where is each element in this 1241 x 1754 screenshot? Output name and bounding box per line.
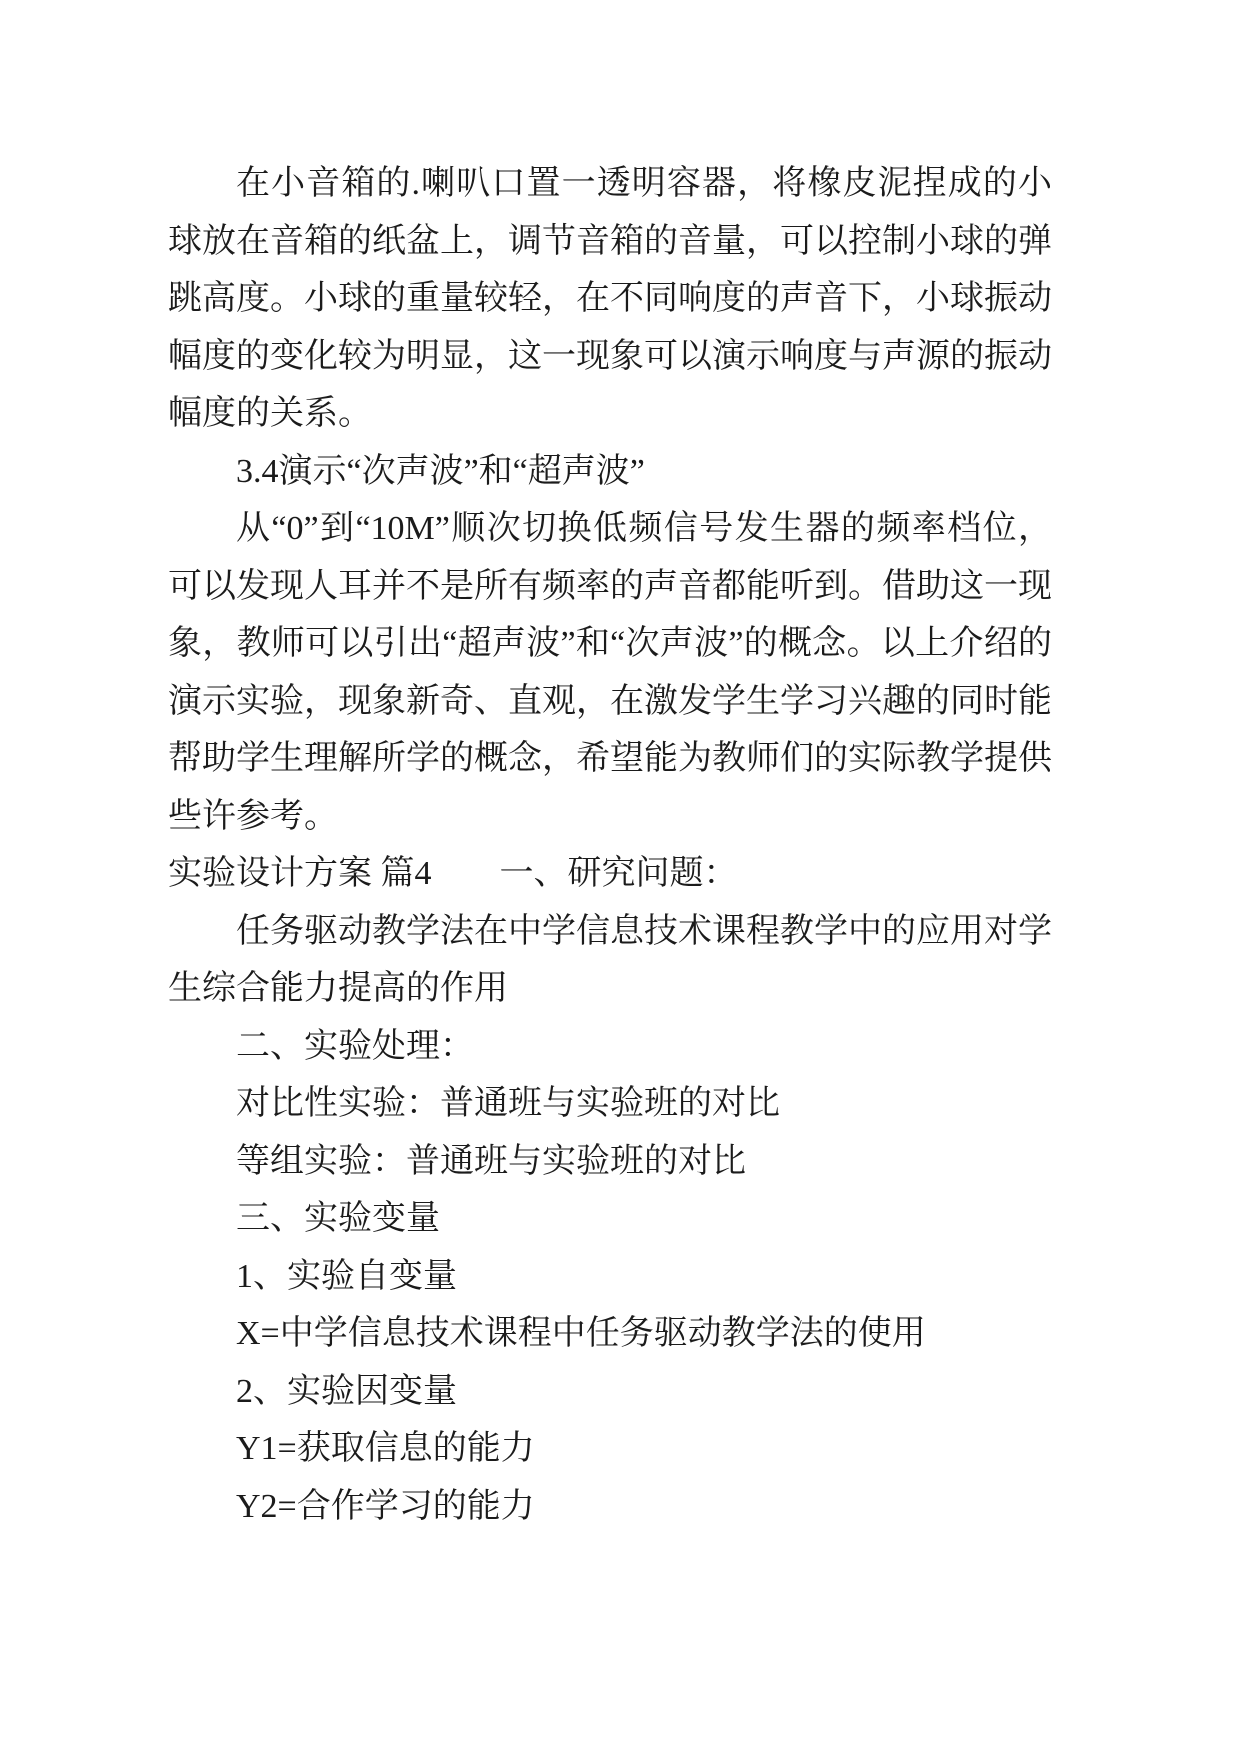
paragraph-13: Y1=获取信息的能力 xyxy=(236,1430,535,1467)
paragraph-3: 从“0”到“10M”顺次切换低频信号发生器的频率档位，可以发现人耳并不是所有频率的声音都能听到。借助这一现象，教师可以引出“超声波”和“次声波”的概念。以上介绍的演示实验，现象新奇、直观，在激发学生学习兴趣的同时能帮助学生理解所学的概念，希望能为教师们的实际教学提供些许参考。 xyxy=(168,510,1052,835)
paragraph-6: 二、实验处理： xyxy=(236,1027,474,1065)
paragraph-2: 3.4演示“次声波”和“超声波” xyxy=(236,452,645,490)
paragraph-9: 三、实验变量 xyxy=(236,1200,440,1237)
paragraph-11: X=中学信息技术课程中任务驱动教学法的使用 xyxy=(236,1315,926,1352)
paragraph-7: 对比性实验：普通班与实验班的对比 xyxy=(236,1085,780,1122)
paragraph-8: 等组实验：普通班与实验班的对比 xyxy=(236,1142,746,1180)
paragraph-14: Y2=合作学习的能力 xyxy=(236,1487,535,1525)
paragraph-1: 在小音箱的.喇叭口置一透明容器，将橡皮泥捏成的小球放在音箱的纸盆上，调节音箱的音量，可以控制小球的弹跳高度。小球的重量较轻，在不同响度的声音下，小球振动幅度的变化较为明显，这一现象可以演示响度与声源的振动幅度的关系。 xyxy=(168,165,1052,432)
paragraph-4: 实验设计方案 篇4 一、研究问题： xyxy=(168,855,738,892)
document-body xyxy=(168,155,1052,1535)
paragraph-12: 2、实验因变量 xyxy=(236,1372,457,1410)
paragraph-10: 1、实验自变量 xyxy=(236,1257,457,1295)
paragraph-5: 任务驱动教学法在中学信息技术课程教学中的应用对学生综合能力提高的作用 xyxy=(168,912,1052,1007)
